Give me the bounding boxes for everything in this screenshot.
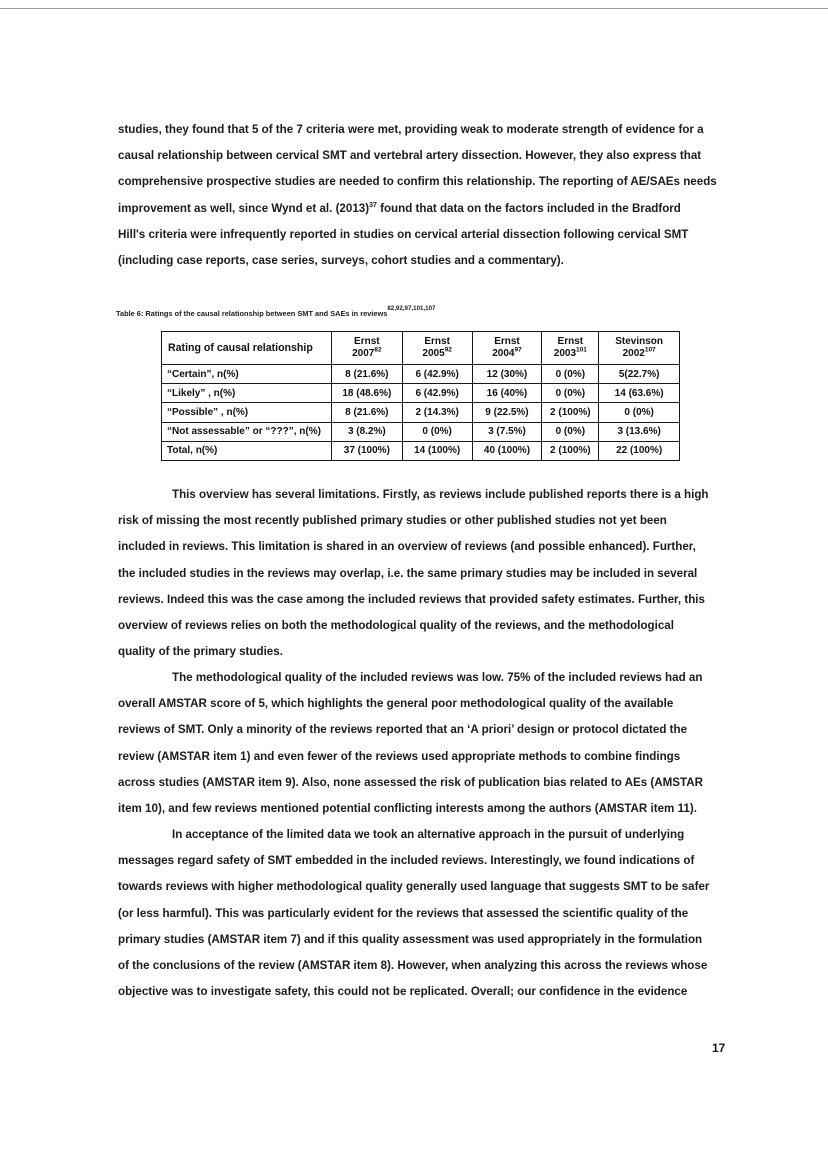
- table-cell: 8 (21.6%): [331, 365, 402, 384]
- header-rating-label: Rating of causal relationship: [162, 332, 332, 365]
- paragraph-alternative-approach: [118, 822, 730, 1005]
- text-line: reviews of SMT. Only a minority of the reviews reported that an ‘A priori’ design or protocol dictated the: [118, 723, 688, 737]
- row-label: “Not assessable” or “???”, n(%): [162, 422, 332, 441]
- text-line: The methodological quality of the included reviews was low. 75% of the included reviews had an: [172, 671, 703, 684]
- text-line: causal relationship between cervical SMT and vertebral artery dissection. However, they also express that: [118, 149, 702, 163]
- header-rule: [0, 8, 828, 9]
- text-line: overview of reviews relies on both the methodological quality of the reviews, and the methodological: [118, 619, 674, 633]
- text-line: (or less harmful). This was particularly evident for the reviews that assessed the scientific quality of the: [118, 906, 689, 920]
- text-line: comprehensive prospective studies are needed to confirm this relationship. The reporting of AE/SAEs needs: [118, 175, 717, 189]
- text-line: [118, 196, 730, 222]
- paragraph-methodological-quality: [118, 665, 730, 822]
- column-year: 2005: [422, 348, 445, 359]
- row-label: “Likely” , n(%): [162, 384, 332, 403]
- table-cell: 0 (0%): [542, 384, 599, 403]
- text-line: towards reviews with higher methodological quality generally used language that suggests SMT to be safer: [118, 880, 710, 894]
- column-name: Stevinson: [615, 336, 664, 347]
- table-cell: 0 (0%): [542, 365, 599, 384]
- header-column: [542, 332, 599, 365]
- text-line: This overview has several limitations. Firstly, as reviews include published reports there is a high: [172, 488, 709, 501]
- row-label: “Certain”, n(%): [162, 365, 332, 384]
- table-cell: 0 (0%): [599, 403, 680, 422]
- table-cell: 8 (21.6%): [331, 403, 402, 422]
- text-line: messages regard safety of SMT embedded in the included reviews. Interestingly, we found indications of: [118, 854, 695, 868]
- table-cell: 6 (42.9%): [402, 365, 472, 384]
- table-cell: 37 (100%): [331, 441, 402, 460]
- column-name: Ernst: [354, 336, 380, 347]
- column-ref: 107: [644, 346, 656, 354]
- table-row: [162, 403, 680, 422]
- citation-ref: 37: [369, 201, 377, 209]
- table-row: [162, 441, 680, 460]
- table-cell: 3 (7.5%): [472, 422, 542, 441]
- table-cell: 3 (13.6%): [599, 422, 680, 441]
- text-line: of the conclusions of the review (AMSTAR item 8). However, when analyzing this across the reviews whose: [118, 959, 708, 973]
- table-cell: 3 (8.2%): [331, 422, 402, 441]
- table-cell: 0 (0%): [402, 422, 472, 441]
- column-name: Ernst: [424, 336, 450, 347]
- text-line: studies, they found that 5 of the 7 criteria were met, providing weak to moderate strength of evidence for a: [118, 123, 704, 136]
- table-cell: 12 (30%): [472, 365, 542, 384]
- table-caption: [116, 305, 436, 318]
- text-line: (including case reports, case series, surveys, cohort studies and a commentary).: [118, 254, 564, 268]
- column-year: 2007: [352, 348, 375, 359]
- text-line: reviews. Indeed this was the case among the included reviews that provided safety estimates. Further, this: [118, 592, 705, 606]
- table-cell: 18 (48.6%): [331, 384, 402, 403]
- text-fragment: found that data on the factors included in the Bradford: [376, 201, 681, 215]
- text-line: included in reviews. This limitation is shared in an overview of reviews (and possible enhanced). Further,: [118, 540, 696, 554]
- paragraph-causal-relationship: [118, 117, 730, 274]
- header-column: [472, 332, 542, 365]
- text-line: objective was to investigate safety, this could not be replicated. Overall; our confidence in the evidence: [118, 985, 688, 999]
- text-line: the included studies in the reviews may overlap, i.e. the same primary studies may be included in several: [118, 566, 698, 580]
- text-line: item 10), and few reviews mentioned potential conflicting interests among the authors (AMSTAR item 11).: [118, 802, 697, 816]
- table-cell: 22 (100%): [599, 441, 680, 460]
- ratings-table: [161, 331, 680, 461]
- text-line: risk of missing the most recently published primary studies or other published studies not yet been: [118, 514, 667, 528]
- column-name: Ernst: [557, 336, 584, 347]
- header-column: [331, 332, 402, 365]
- table-cell: 9 (22.5%): [472, 403, 542, 422]
- table-cell: 5(22.7%): [599, 365, 680, 384]
- table-cell: 14 (63.6%): [599, 384, 680, 403]
- column-ref: 97: [514, 346, 522, 354]
- table-cell: 14 (100%): [402, 441, 472, 460]
- table-row: [162, 422, 680, 441]
- table-row: [162, 365, 680, 384]
- text-line: quality of the primary studies.: [118, 645, 283, 659]
- text-line: primary studies (AMSTAR item 7) and if this quality assessment was used appropriately in the formulation: [118, 932, 703, 946]
- page-number: 17: [712, 1041, 726, 1055]
- caption-refs: 82,92,97,101,107: [387, 305, 436, 312]
- column-ref: 101: [576, 346, 587, 354]
- column-ref: 92: [444, 346, 452, 354]
- text-line: review (AMSTAR item 1) and even fewer of the reviews used appropriate methods to combine findings: [118, 749, 681, 763]
- column-year: 2004: [492, 348, 515, 359]
- column-name: Ernst: [494, 336, 520, 347]
- table-cell: 6 (42.9%): [402, 384, 472, 403]
- column-year: 2003: [553, 348, 577, 359]
- table-header-row: [162, 332, 680, 365]
- column-year: 2002: [622, 348, 645, 359]
- row-label: “Possible” , n(%): [162, 403, 332, 422]
- header-column: [599, 332, 680, 365]
- table-cell: 2 (14.3%): [402, 403, 472, 422]
- table-cell: 2 (100%): [542, 441, 599, 460]
- text-line: In acceptance of the limited data we took an alternative approach in the pursuit of underlying: [172, 828, 685, 841]
- table-cell: 40 (100%): [472, 441, 542, 460]
- column-ref: 82: [374, 346, 382, 354]
- row-label: Total, n(%): [162, 441, 332, 460]
- text-line: Hill's criteria were infrequently reported in studies on cervical arterial dissection following cervical SMT: [118, 227, 689, 241]
- table-cell: 16 (40%): [472, 384, 542, 403]
- text-line: across studies (AMSTAR item 9). Also, none assessed the risk of publication bias related to AEs (AMSTAR: [118, 775, 703, 789]
- table-cell: 0 (0%): [542, 422, 599, 441]
- caption-text: Table 6: Ratings of the causal relationship between SMT and SAEs in reviews: [116, 309, 388, 318]
- table-row: [162, 384, 680, 403]
- header-column: [402, 332, 472, 365]
- paragraph-limitations: [118, 482, 730, 665]
- text-fragment: improvement as well, since Wynd et al. (2013): [118, 201, 370, 215]
- table-cell: 2 (100%): [542, 403, 599, 422]
- text-line: overall AMSTAR score of 5, which highlights the general poor methodological quality of the available: [118, 697, 674, 711]
